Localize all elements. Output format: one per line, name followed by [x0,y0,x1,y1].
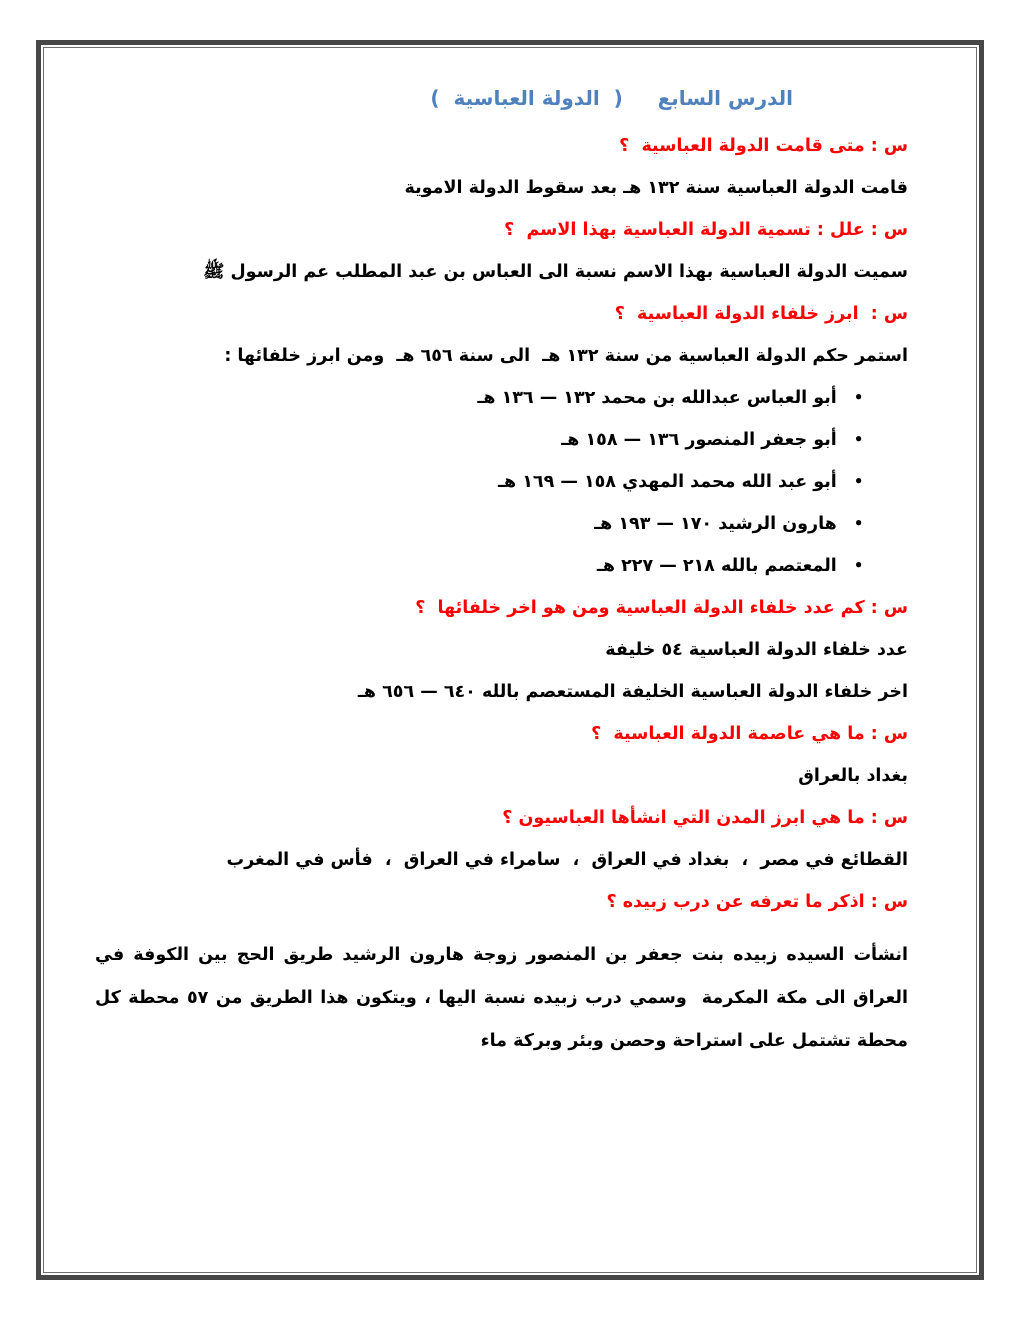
answer-caliph-count: عدد خلفاء الدولة العباسية ٥٤ خليفة [605,640,908,660]
question-famous-caliphs: س : ابرز خلفاء الدولة العباسية ؟ [614,304,908,324]
answer-famous-cities: القطائع في مصر ، بغداد في العراق ، سامراء في العراق ، فأس في المغرب [226,850,908,870]
bullet-caliph-1: • أبو العباس عبدالله بن محمد ١٣٢ — ١٣٦ هـ [95,388,908,409]
question-capital: س : ما هي عاصمة الدولة العباسية ؟ [591,724,908,744]
lesson-content [88,86,908,1063]
question-name-reason: س : علل : تسمية الدولة العباسية بهذا الاسم ؟ [504,220,908,240]
lesson-title: الدرس السابع ( الدولة العباسية ) [430,86,793,110]
question-famous-cities: س : ما هي ابرز المدن التي انشأها العباسيون ؟ [502,808,908,828]
bullet-caliph-3: • أبو عبد الله محمد المهدي ١٥٨ — ١٦٩ هـ [95,472,908,493]
answer-last-caliph: اخر خلفاء الدولة العباسية الخليفة المستعصم بالله ٦٤٠ — ٦٥٦ هـ [357,682,908,702]
answer-name-reason: سميت الدولة العباسية بهذا الاسم نسبة الى العباس بن عبد المطلب عم الرسول ﷺ [203,262,908,282]
question-darb-zubaydah: س : اذكر ما تعرفه عن درب زبيده ؟ [606,892,908,912]
bullet-caliph-2: • أبو جعفر المنصور ١٣٦ — ١٥٨ هـ [95,430,908,451]
bullet-caliph-5: • المعتصم بالله ٢١٨ — ٢٢٧ هـ [95,556,908,577]
bullet-caliph-4: • هارون الرشيد ١٧٠ — ١٩٣ هـ [95,514,908,535]
question-caliph-count: س : كم عدد خلفاء الدولة العباسية ومن هو اخر خلفائها ؟ [415,598,908,618]
question-founding-date: س : متى قامت الدولة العباسية ؟ [619,136,908,156]
answer-famous-caliphs-intro: استمر حكم الدولة العباسية من سنة ١٣٢ هـ الى سنة ٦٥٦ هـ ومن ابرز خلفائها : [224,346,908,366]
answer-capital: بغداد بالعراق [798,766,908,786]
answer-founding-date: قامت الدولة العباسية سنة ١٣٢ هـ بعد سقوط الدولة الاموية [404,178,908,198]
answer-darb-zubaydah: انشأت السيده زبيده بنت جعفر بن المنصور زوجة هارون الرشيد طريق الحج بين الكوفة في العراق الى مكة المكرمة وسمي درب زبيده نسبة اليها ، ويتكون هذا الطريق من ٥٧ محطة كل محطة تشتمل على استراحة وحصن وبئر وبركة ماء [88,945,908,1051]
